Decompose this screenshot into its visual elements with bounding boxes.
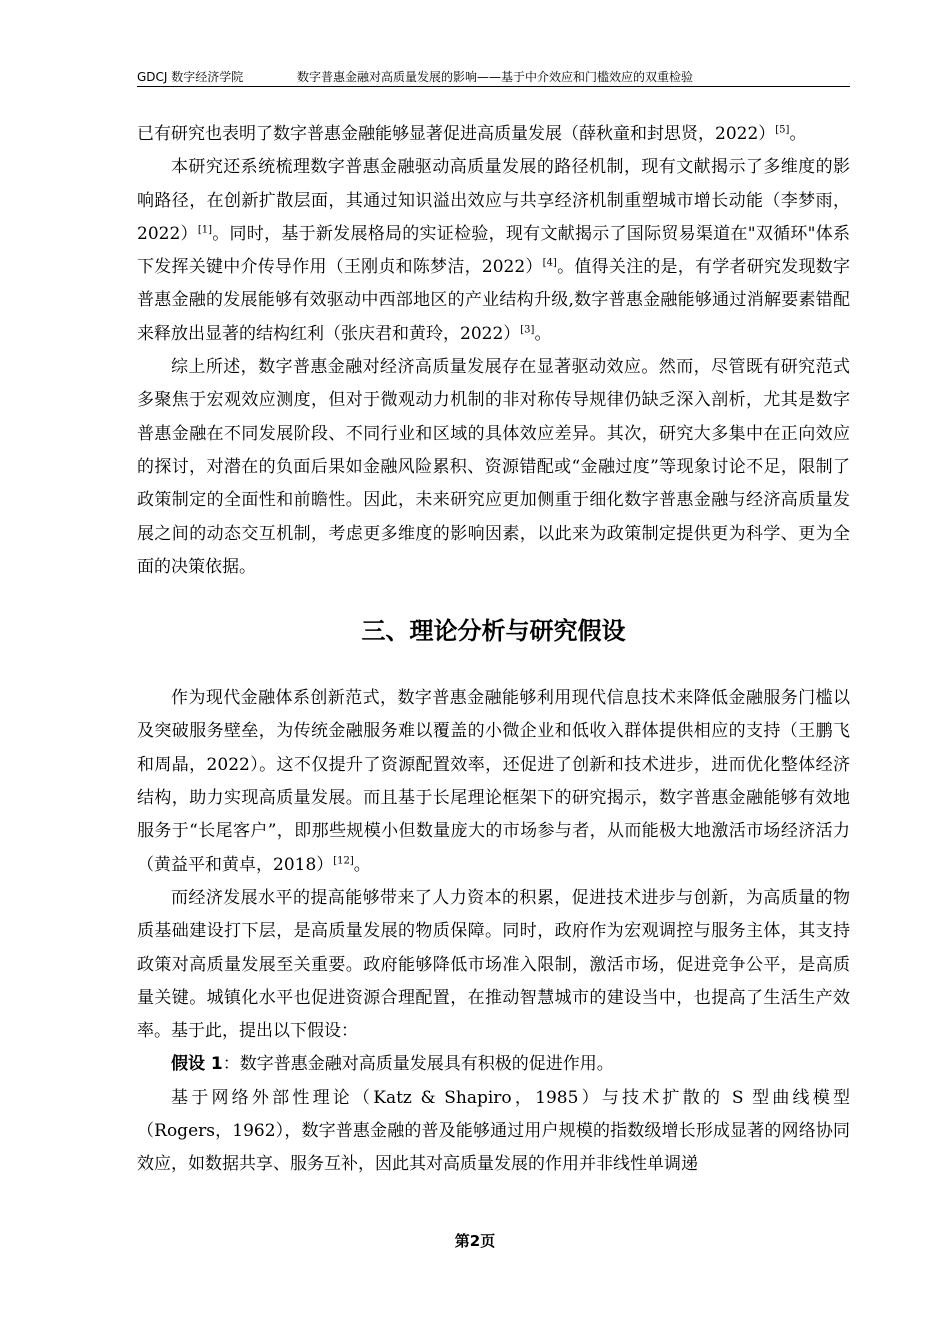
paragraph-3: 综上所述，数字普惠金融对经济高质量发展存在显著驱动效应。然而，尽管既有研究范式多聚焦于宏观效应测度，但对于微观动力机制的非对称传导规律仍缺乏深入剖析，尤其是数字普惠金融在不同发展阶段、不同行业和区域的具体效应差异。其次，研究大多集中在正向效应的探讨，对潜在的负面后果如金融风险累积、资源错配或“金融过度”等现象讨论不足，限制了政策制定的全面性和前瞻性。因此，未来研究应更加侧重于细化数字普惠金融与经济高质量发展之间的动态交互机制，考虑更多维度的影响因素，以此来为政策制定提供更为科学、更为全面的决策依据。 xyxy=(137,357,850,577)
header-title: 数字普惠金融对高质量发展的影响——基于中介效应和门槛效应的双重检验 xyxy=(297,70,694,84)
paragraph-2: 本研究还系统梳理数字普惠金融驱动高质量发展的路径机制，现有文献揭示了多维度的影响路径，在创新扩散层面，其通过知识溢出效应与共享经济机制重塑城市增长动能（李梦雨，2022）[1]。同时，基于新发展格局的实证检验，现有文献揭示了国际贸易渠道在"双循环"体系下发挥关键中介传导作用（王刚贞和陈梦洁，2022）[4]。值得关注的是，有学者研究发现数字普惠金融的发展能够有效驱动中西部地区的产业结构升级,数字普惠金融能够通过消解要素错配来释放出显著的结构红利（张庆君和黄玲，2022）[3]。 xyxy=(137,157,851,344)
citation: [5] xyxy=(775,124,790,136)
citation: [4] xyxy=(542,257,557,269)
header-institution: GDCJ 数字经济学院 xyxy=(137,70,244,84)
hypothesis-1: 假设 1：数字普惠金融对高质量发展具有积极的促进作用。 xyxy=(171,1054,614,1075)
citation: [12] xyxy=(333,854,354,866)
main-content xyxy=(137,118,850,1182)
section-heading: 三、理论分析与研究假设 xyxy=(361,617,626,646)
paragraph-4: 作为现代金融体系创新范式，数字普惠金融能够利用现代信息技术来降低金融服务门槛以及突破服务壁垒，为传统金融服务难以覆盖的小微企业和低收入群体提供相应的支持（王鹏飞和周晶，2022）。这不仅提升了资源配置效率，还促进了创新和技术进步，进而优化整体经济结构，助力实现高质量发展。而且基于长尾理论框架下的研究揭示，数字普惠金融能够有效地服务于“长尾客户”，即那些规模小但数量庞大的市场参与者，从而能极大地激活市场经济活力（黄益平和黄卓，2018）[12]。 xyxy=(137,688,850,875)
paragraph-1: 已有研究也表明了数字普惠金融能够显著促进高质量发展（薛秋童和封思贤，2022）[5]。 xyxy=(137,124,807,144)
page-header xyxy=(137,64,850,87)
paragraph-6: 基于网络外部性理论（Katz & Shapiro，1985）与技术扩散的 S 型曲线模型（Rogers，1962），数字普惠金融的普及能够通过用户规模的指数级增长形成显著的网络协同效应，如数据共享、服务互补，因此其对高质量发展的作用并非线性单调递 xyxy=(137,1087,850,1175)
citation: [3] xyxy=(520,324,535,336)
citation: [1] xyxy=(197,224,212,236)
paragraph-5: 而经济发展水平的提高能够带来了人力资本的积累，促进技术进步与创新，为高质量的物质基础建设打下层，是高质量发展的物质保障。同时，政府作为宏观调控与服务主体，其支持政策对高质量发展至关重要。政府能够降低市场准入限制，激活市场，促进竞争公平，是高质量关键。城镇化水平也促进资源合理配置，在推动智慧城市的建设当中，也提高了生活生产效率。基于此，提出以下假设： xyxy=(137,887,850,1042)
hypothesis-label: 假设 1 xyxy=(171,1054,223,1075)
page-number: 第2页 xyxy=(454,1232,496,1250)
